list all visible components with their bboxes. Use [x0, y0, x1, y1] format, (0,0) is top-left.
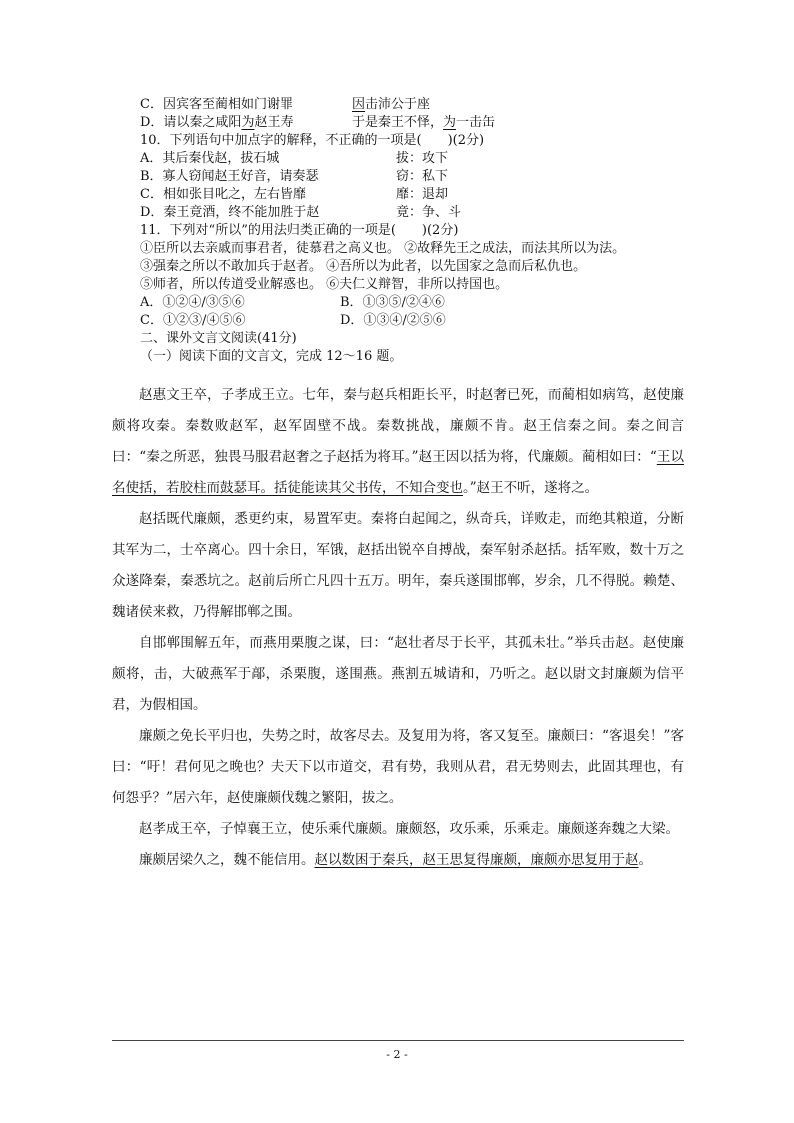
- q11-option-c: C．①②③/④⑤⑥: [140, 313, 246, 328]
- q11-option-b: B．①③⑤/②④⑥: [340, 295, 445, 310]
- q11-option-d: D．①③④/②⑤⑥: [340, 313, 446, 328]
- q10-option-c-gloss: 靡：退却: [396, 187, 449, 202]
- q10-option-b-gloss: 窃：私下: [396, 169, 449, 184]
- p1-text-b: 。”赵王不听，遂将之。: [463, 480, 599, 496]
- p1-underlined-sentence: 王以名使括，若胶柱而鼓瑟耳。括徒能读其父书传，不知合变也: [112, 449, 684, 496]
- section-subheading: （一）阅读下面的文言文，完成 12～16 题。: [140, 349, 403, 364]
- option-d-right: [352, 114, 552, 132]
- passage-paragraph-5: 赵孝成王卒，子悼襄王立，使乐乘代廉颇。廉颇怒，攻乐乘，乐乘走。廉颇遂奔魏之大梁。: [139, 821, 679, 837]
- option-d-left-underlined: 为: [241, 115, 255, 130]
- q10-option-c-text: C．相如张目叱之，左右皆靡: [140, 187, 306, 202]
- q11-item-line-3: ⑤师者，所以传道受业解惑也。 ⑥夫仁义辩智，非所以持国也。: [140, 277, 509, 292]
- option-d-right-underlined: 为: [443, 115, 457, 130]
- q10-option-a: [140, 150, 700, 168]
- q10-option-c: [140, 186, 700, 204]
- option-d-left-prefix: D．请以秦之咸阳: [140, 115, 242, 130]
- passage-paragraph-4: 廉颇之免长平归也，失势之时，故客尽去。及复用为将，客又复至。廉颇曰：“客退矣！”客曰：“吁！君何见之晚也？夫天下以市道交，君有势，我则从君，君无势则去，此固其理也，有何怨乎？”居六年，赵使廉颇伐魏之繁阳，拔之。: [112, 728, 684, 806]
- passage-paragraph-1: [112, 380, 684, 504]
- passage-paragraph-6: [112, 845, 684, 876]
- q11-item-line-1: ①臣所以去亲戚而事君者，徒慕君之高义也。 ②故释先王之成法，而法其所以为法。: [140, 241, 626, 256]
- p6-underlined-sentence: 赵以数困于秦兵，赵王思复得廉颇，廉颇亦思复用于赵: [314, 852, 639, 868]
- q10-option-a-text: A．其后秦伐赵，拔石城: [140, 151, 280, 166]
- option-d-left: [140, 114, 352, 132]
- q11-option-a: A．①②④/③⑤⑥: [140, 295, 245, 310]
- option-c-left: C．因宾客至蔺相如门谢罪: [140, 97, 293, 112]
- p1-text-a: 赵惠文王卒，子孝成王立。七年，秦与赵兵相距长平，时赵奢已死，而蔺相如病笃，赵使廉颇将攻秦。秦数败赵军，赵军固壁不战。秦数挑战，廉颇不肯。赵王信秦之间。秦之间言曰：“秦之所恶，独畏马服君赵奢之子赵括为将耳。”赵王因以括为将，代廉颇。蔺相如曰：“: [112, 387, 684, 465]
- option-d-right-suffix: 一击缶: [456, 115, 496, 130]
- option-d-row: [140, 114, 700, 132]
- question-11-stem: 11．下列对“所以”的用法归类正确的一项是( )(2分): [140, 223, 459, 238]
- q10-option-b-text: B．寡人窃闻赵王好音，请奏瑟: [140, 169, 319, 184]
- q10-option-d-text: D．秦王竟酒，终不能加胜于赵: [140, 205, 320, 220]
- option-c-right: [352, 96, 552, 114]
- section-heading: 二、课外文言文阅读(41分): [140, 331, 297, 346]
- p6-text-b: 。: [638, 852, 652, 868]
- option-d-right-prefix: 于是秦王不怿，: [352, 115, 444, 130]
- p6-text-a: 廉颇居梁久之，魏不能信用。: [139, 852, 315, 868]
- option-c-row: [140, 96, 700, 114]
- page-number: - 2 -: [386, 1048, 408, 1061]
- question-10-stem: 10．下列语句中加点字的解释，不正确的一项是( )(2分): [140, 133, 485, 148]
- option-c-right-underlined: 因: [352, 97, 366, 112]
- q10-option-d: [140, 204, 700, 222]
- q10-option-a-gloss: 拔：攻下: [396, 151, 449, 166]
- option-c-right-suffix: 击沛公于座: [365, 97, 431, 112]
- classical-passage: [112, 380, 684, 876]
- passage-paragraph-2: 赵括既代廉颇，悉更约束，易置军吏。秦将白起闻之，纵奇兵，详败走，而绝其粮道，分断其军为二，士卒离心。四十余日，军饿，赵括出锐卒自搏战，秦军射杀赵括。括军败，数十万之众遂降秦，秦悉坑之。赵前后所亡凡四十五万。明年，秦兵遂围邯郸，岁余，几不得脱。赖楚、魏诸侯来救，乃得解邯郸之围。: [112, 511, 684, 620]
- option-d-left-suffix: 赵王寿: [254, 115, 294, 130]
- q11-item-line-2: ③强秦之所以不敢加兵于赵者。 ④吾所以为此者，以先国家之急而后私仇也。: [140, 259, 587, 274]
- q10-option-d-gloss: 竟：争、斗: [396, 205, 462, 220]
- footer-divider: [112, 1040, 684, 1041]
- passage-paragraph-3: 自邯郸围解五年，而燕用栗腹之谋，曰：“赵壮者尽于长平，其孤未壮。”举兵击赵。赵使廉颇将，击，大破燕军于鄗，杀栗腹，遂围燕。燕割五城请和，乃听之。赵以尉文封廉颇为信平君，为假相国。: [112, 635, 684, 713]
- q11-options-row-1: [140, 294, 700, 312]
- q11-options-row-2: [140, 312, 700, 330]
- q10-option-b: [140, 168, 700, 186]
- question-block: [140, 96, 700, 366]
